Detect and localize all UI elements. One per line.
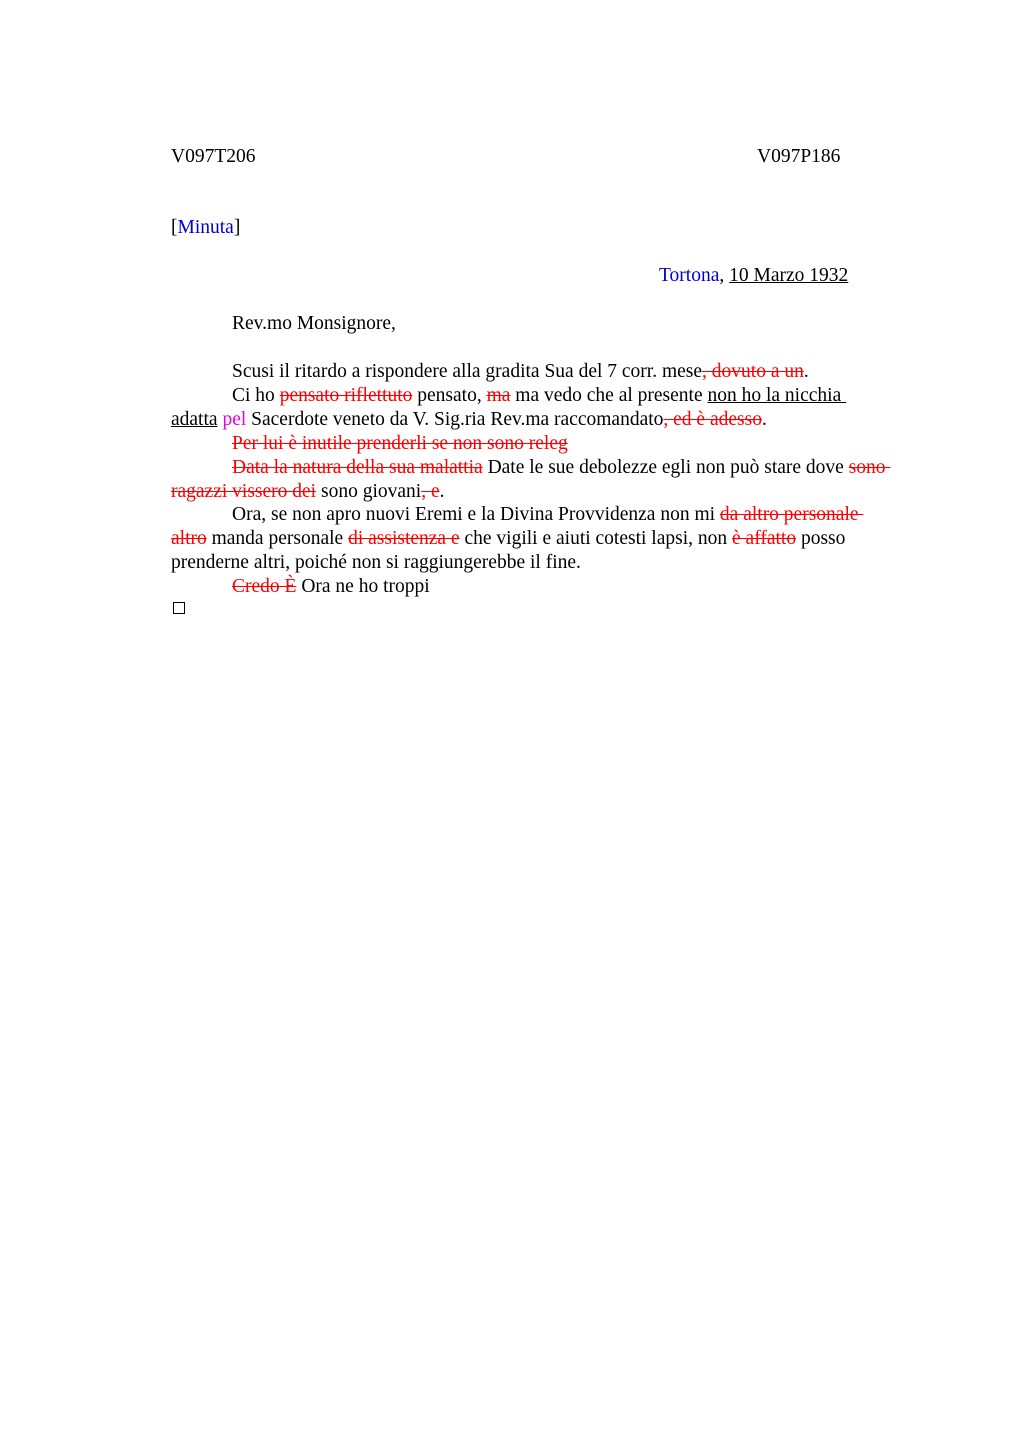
deleted-text: di assistenza e [348, 528, 460, 549]
header-right-code: V097P186 [757, 146, 841, 167]
salutation: Rev.mo Monsignore, [232, 313, 396, 334]
text-span: Ci ho [232, 385, 280, 406]
text-span: Scusi il ritardo a rispondere alla gradita Sua del 7 corr. mese [232, 361, 703, 382]
text-span: che vigili e aiuti cotesti lapsi, non [459, 528, 733, 549]
text-span: Date le sue debolezze egli non può stare dove [482, 457, 849, 478]
inserted-text: pel [222, 409, 247, 430]
deleted-text: , e [421, 481, 440, 502]
dateline-place: Tortona [659, 265, 720, 286]
deleted-text: ragazzi vissero dei [171, 481, 317, 502]
minuta-open-bracket: [ [171, 217, 178, 238]
deleted-text: pensato riflettuto [279, 385, 413, 406]
body-line-3 [171, 408, 941, 432]
deleted-text: è affatto [732, 528, 797, 549]
deleted-text: , dovuto a un [702, 361, 804, 382]
text-span: posso [796, 528, 846, 549]
body-line-4 [232, 432, 1002, 456]
deleted-text: Data la natura della sua malattia [232, 457, 483, 478]
body-line-5 [232, 456, 1002, 480]
text-span: . [761, 409, 767, 430]
deleted-text: ma [486, 385, 511, 406]
body-line-2 [232, 384, 1002, 408]
text-span: . [439, 481, 445, 502]
text-span: Sacerdote veneto da V. Sig.ria Rev.ma raccomandato [246, 409, 664, 430]
dateline-date: 10 Marzo 1932 [729, 265, 849, 286]
underlined-text: adatta [171, 409, 218, 430]
body-line-8 [171, 527, 941, 551]
dateline [659, 265, 848, 287]
dateline-sep: , [719, 265, 725, 286]
text-span: ma vedo che al presente [510, 385, 708, 406]
deleted-text: Credo È [232, 576, 297, 597]
text-span: pensato, [412, 385, 487, 406]
deleted-text: da altro personale [719, 504, 864, 525]
minuta-text: Minuta [177, 217, 234, 238]
deleted-text: Per lui è inutile prenderli se non sono releg [232, 433, 568, 454]
body-line-1 [232, 360, 1002, 384]
checkbox-square-icon [173, 602, 185, 614]
minuta-label [171, 217, 240, 239]
body-line-7 [232, 503, 1002, 527]
text-span: manda personale [206, 528, 349, 549]
body-line-6 [171, 480, 941, 504]
text-span: Ora, se non apro nuovi Eremi e la Divina Provvidenza non mi [232, 504, 720, 525]
deleted-text: altro [171, 528, 207, 549]
text-span: Ora ne ho troppi [296, 576, 430, 597]
underlined-text: non ho la nicchia [707, 385, 847, 406]
text-span: prenderne altri, poiché non si raggiungerebbe il fine. [171, 552, 581, 573]
deleted-text: sono [848, 457, 891, 478]
deleted-text: , ed è adesso [663, 409, 762, 430]
header-left-code: V097T206 [171, 146, 256, 167]
body-line-10 [232, 575, 1002, 599]
text-span: sono giovani [316, 481, 422, 502]
minuta-close-bracket: ] [233, 217, 241, 238]
text-span: . [803, 361, 809, 382]
body-line-9 [171, 551, 941, 575]
